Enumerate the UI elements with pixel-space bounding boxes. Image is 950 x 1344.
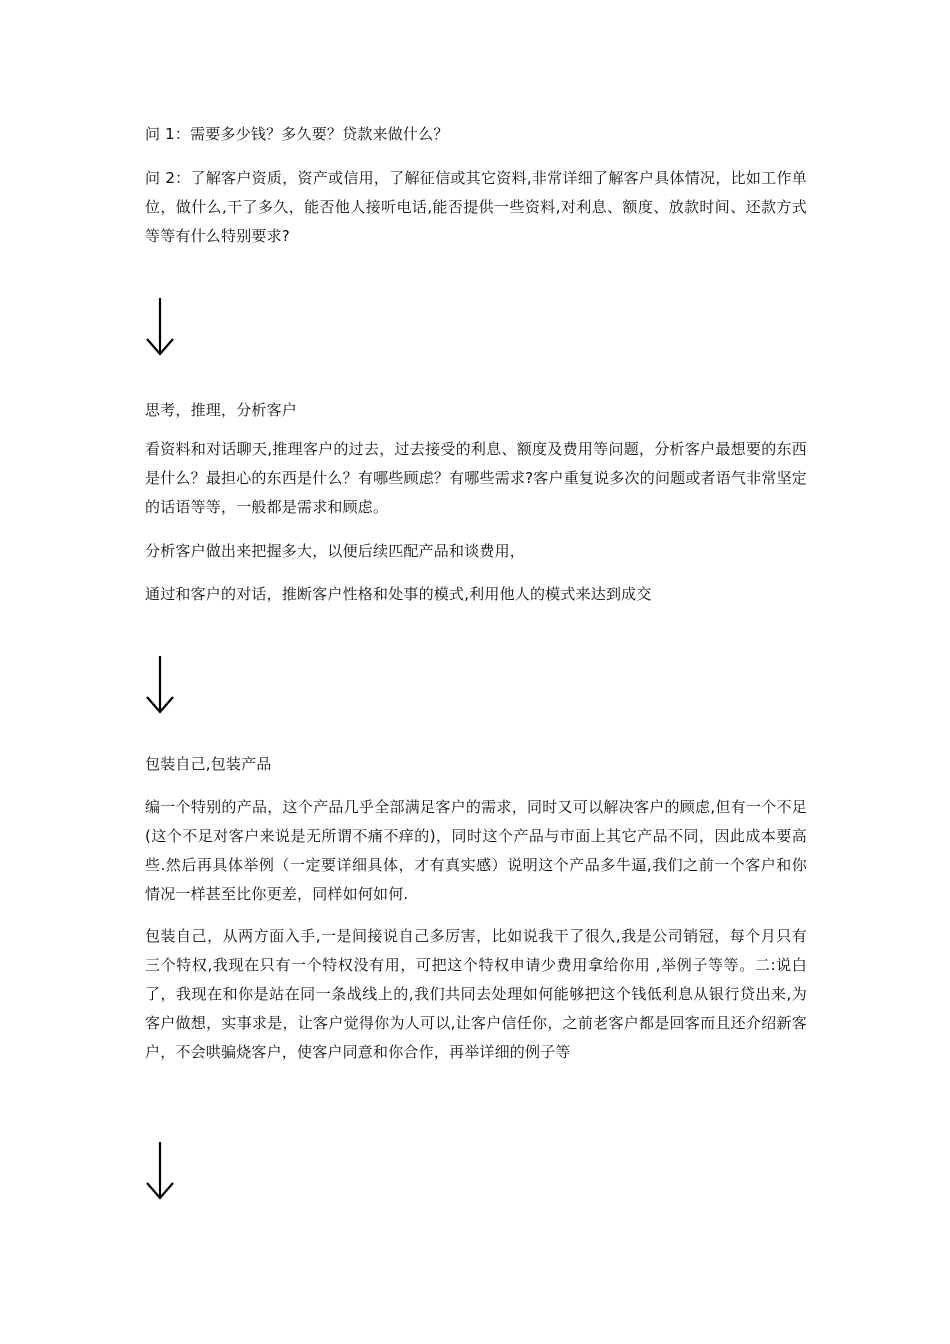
section-analyze-p2-block: [145, 537, 807, 566]
section-analyze-paragraph-1: 看资料和对话聊天,推理客户的过去，过去接受的利息、额度及费用等问题，分析客户最想要的东西是什么？最担心的东西是什么？有哪些顾虑？有哪些需求?客户重复说多次的问题或者语气非常坚定的话语等等，一般都是需求和顾虑。: [145, 440, 807, 516]
section-package-paragraph-2: 包装自己，从两方面入手,一是间接说自己多厉害，比如说我干了很久,我是公司销冠，每个月只有三个特权,我现在只有一个特权没有用，可把这个特权申请少费用拿给你用 ,举例子等等。二:说白了，我现在和你是站在同一条战线上的,我们共同去处理如何能够把这个钱低利息从银行贷出来,为客户做想，实事求是，让客户觉得你为人可以,让客户信任你，之前老客户都是回客而且还介绍新客户，不会哄骗烧客户，使客户同意和你合作，再举详细的例子等: [145, 927, 807, 1061]
arrow-down-icon: [144, 296, 178, 362]
section-package-p2-block: [145, 922, 807, 1067]
arrow-down-icon: [144, 1140, 178, 1206]
question-2-block: [145, 164, 807, 251]
section-analyze-p1-block: [145, 435, 807, 522]
section-analyze-paragraph-3: 通过和客户的对话，推断客户性格和处事的模式,利用他人的模式来达到成交: [145, 585, 652, 603]
section-package-heading-block: [145, 750, 807, 779]
arrow-down-icon: [144, 654, 178, 720]
section-package-heading: 包装自己,包装产品: [145, 755, 272, 773]
question-1: 问 1：需要多少钱？多久要？贷款来做什么？: [145, 125, 449, 143]
section-analyze-p3-block: [145, 580, 807, 609]
section-package-paragraph-1: 编一个特别的产品，这个产品几乎全部满足客户的需求，同时又可以解决客户的顾虑,但有一个不足(这个不足对客户来说是无所谓不痛不痒的)，同时这个产品与市面上其它产品不同，因此成本要高些.然后再具体举例（一定要详细具体，才有真实感）说明这个产品多牛逼,我们之前一个客户和你情况一样甚至比你更差，同样如何如何.: [145, 798, 807, 903]
question-2: 问 2：了解客户资质，资产或信用，了解征信或其它资料,非常详细了解客户具体情况，比如工作单位，做什么,干了多久，能否他人接听电话,能否提供一些资料,对利息、额度、放款时间、还款方式等等有什么特别要求?: [145, 169, 807, 245]
section-analyze-heading: 思考，推理，分析客户: [145, 401, 298, 419]
question-1-block: [145, 120, 807, 149]
section-package-p1-block: [145, 793, 807, 909]
section-analyze-heading-block: [145, 396, 807, 425]
section-analyze-paragraph-2: 分析客户做出来把握多大，以便后续匹配产品和谈费用，: [145, 542, 526, 560]
